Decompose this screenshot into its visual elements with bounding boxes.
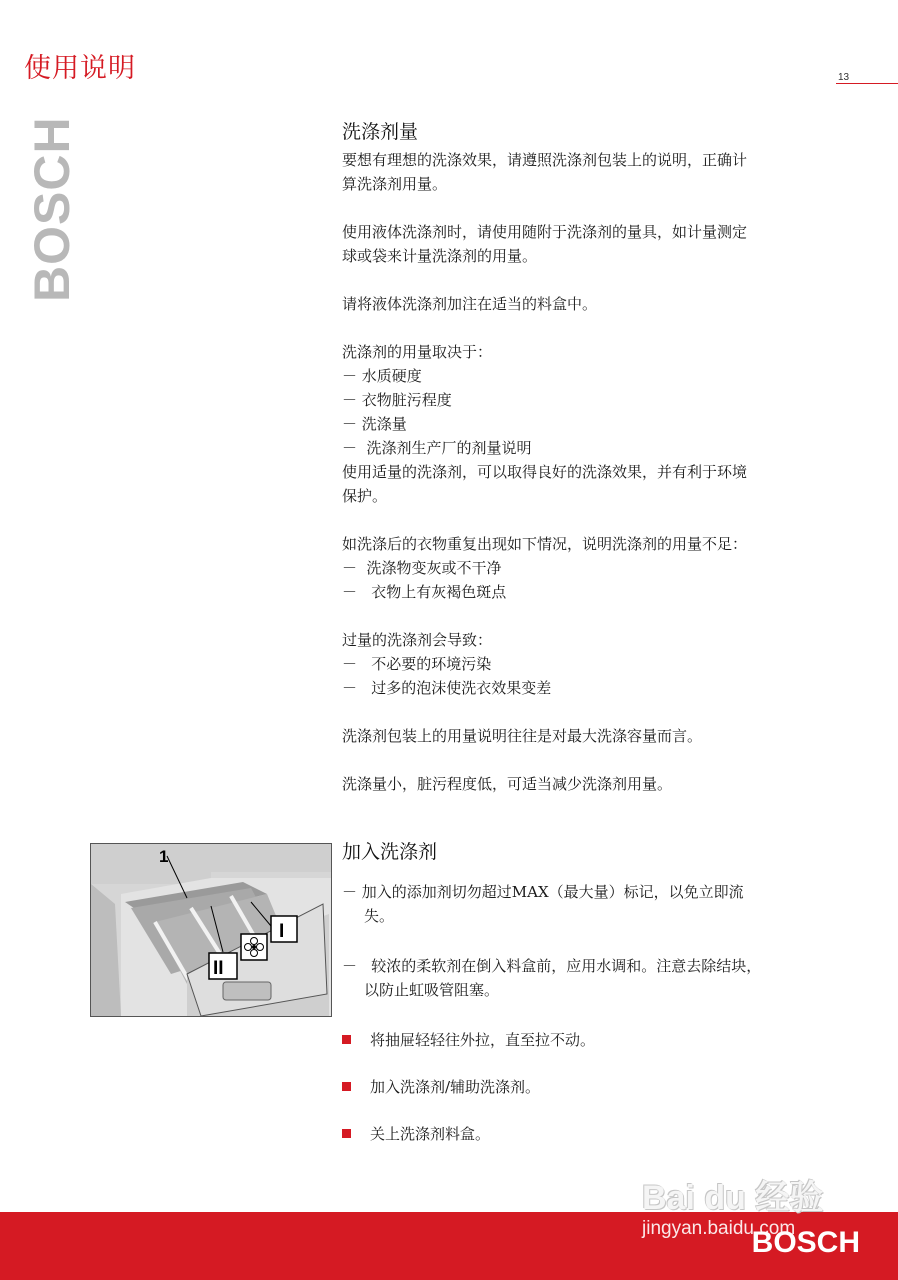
section-title: 洗涤剂量 bbox=[342, 121, 419, 143]
paragraph: 使用液体洗涤剂时，请使用随附于洗涤剂的量具，如计量测定 球或袋来计量洗涤剂的用量。 bbox=[342, 223, 748, 265]
list-item: － 过多的泡沫使洗衣效果变差 bbox=[342, 679, 552, 697]
red-square-bullet-icon bbox=[342, 1082, 351, 1091]
paragraph: 使用适量的洗涤剂，可以取得良好的洗涤效果，并有利于环境 保护。 bbox=[342, 463, 748, 505]
list-item: － 洗涤量 bbox=[342, 415, 407, 433]
header-title: 使用说明 bbox=[24, 53, 136, 84]
add-detergent-section bbox=[342, 839, 852, 1169]
list-item: － 衣物脏污程度 bbox=[342, 391, 452, 409]
page-number-rule bbox=[836, 83, 898, 84]
step-text: 加入洗涤剂/辅助洗涤剂。 bbox=[370, 1078, 541, 1096]
note-item: － 加入的添加剂切勿超过MAX（最大量）标记，以免立即流 失。 bbox=[342, 883, 744, 925]
paragraph: 洗涤量小，脏污程度低，可适当减少洗涤剂用量。 bbox=[342, 775, 673, 793]
watermark-url: jingyan.baidu.com bbox=[642, 1218, 796, 1239]
baidu-watermark bbox=[642, 1150, 852, 1250]
list-item: － 不必要的环境污染 bbox=[342, 655, 492, 673]
list-item: － 水质硬度 bbox=[342, 367, 422, 385]
detergent-dosage-section bbox=[342, 119, 852, 796]
watermark-brand: Bai du 经验 bbox=[642, 1179, 824, 1217]
footer-brand-logo: BOSCH bbox=[751, 1226, 860, 1259]
figure-label-ii: II bbox=[213, 958, 224, 979]
step-item bbox=[342, 1028, 852, 1052]
paragraph: 洗涤剂包装上的用量说明往往是对最大洗涤容量而言。 bbox=[342, 727, 703, 745]
detergent-drawer-illustration bbox=[90, 843, 332, 1017]
list-item: － 洗涤剂生产厂的剂量说明 bbox=[342, 439, 532, 457]
red-square-bullet-icon bbox=[342, 1035, 351, 1044]
figure-label-i: I bbox=[279, 921, 285, 942]
list-item: － 洗涤物变灰或不干净 bbox=[342, 559, 502, 577]
paragraph: 请将液体洗涤剂加注在适当的料盒中。 bbox=[342, 295, 598, 313]
step-item bbox=[342, 1122, 852, 1146]
side-brand-logo: BOSCH bbox=[24, 116, 80, 302]
excess-heading: 过量的洗涤剂会导致： bbox=[342, 631, 493, 649]
section-title: 加入洗涤剂 bbox=[342, 841, 438, 863]
step-text: 将抽屉轻轻往外拉，直至拉不动。 bbox=[370, 1031, 596, 1049]
figure-label-1: 1 bbox=[159, 847, 169, 866]
list-item: － 衣物上有灰褐色斑点 bbox=[342, 583, 507, 601]
step-text: 关上洗涤剂料盒。 bbox=[370, 1125, 491, 1143]
paragraph: 要想有理想的洗涤效果，请遵照洗涤剂包装上的说明，正确计 算洗涤剂用量。 bbox=[342, 151, 748, 193]
step-item bbox=[342, 1075, 852, 1099]
note-item: － 较浓的柔软剂在倒入料盒前，应用水调和。注意去除结块， 以防止虹吸管阻塞。 bbox=[342, 957, 762, 999]
insufficient-heading: 如洗涤后的衣物重复出现如下情况，说明洗涤剂的用量不足： bbox=[342, 535, 748, 553]
page-number: 13 bbox=[838, 72, 850, 83]
red-square-bullet-icon bbox=[342, 1129, 351, 1138]
drawer-drawing bbox=[91, 844, 331, 1016]
depends-heading: 洗涤剂的用量取决于： bbox=[342, 343, 493, 361]
